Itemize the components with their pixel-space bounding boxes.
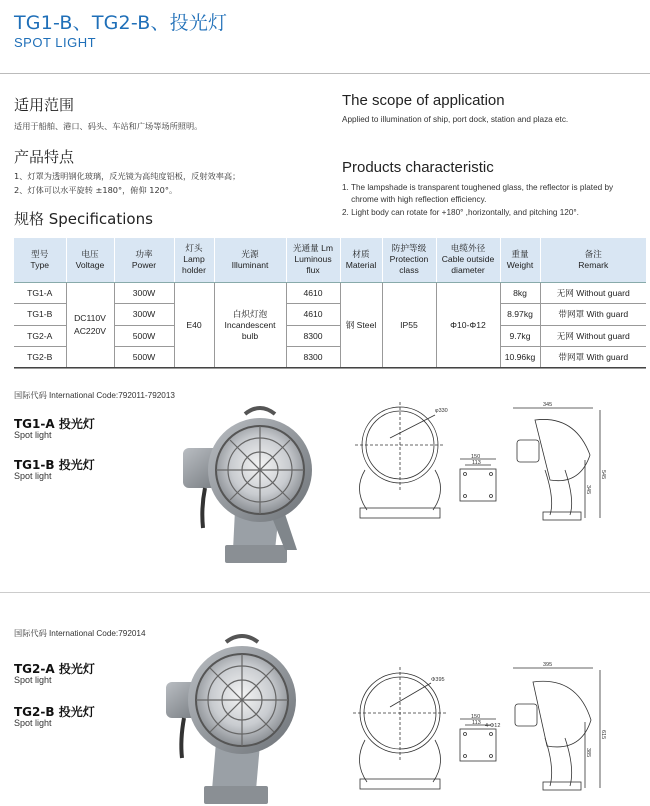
scope-heading-en: The scope of application	[342, 92, 505, 109]
cell-cable: Φ10-Φ12	[436, 282, 500, 368]
side-view-drawing-icon	[505, 400, 615, 530]
cell-power: 500W	[114, 325, 174, 347]
section2-model-a-sub: Spot light	[14, 675, 52, 685]
cell-type: TG2-B	[14, 347, 66, 369]
section1-model-b-sub: Spot light	[14, 471, 52, 481]
cell-flux: 4610	[286, 304, 340, 326]
section2-model-b: TG2-B 投光灯	[14, 705, 95, 719]
header-divider	[0, 73, 650, 74]
characteristics-item-cn: 1、灯罩为透明钢化玻璃，反光镜为高纯度铝板，反射效率高；	[14, 171, 241, 181]
cell-type: TG1-A	[14, 282, 66, 304]
section1-model-b: TG1-B 投光灯	[14, 458, 95, 472]
dim-diameter: Φ395	[431, 677, 445, 683]
cell-weight: 8.97kg	[500, 304, 540, 326]
col-protection: 防护等级 Protection class	[382, 238, 436, 282]
spec-table-header	[14, 238, 646, 282]
col-power: 功率 Power	[114, 238, 174, 282]
page-subtitle: SPOT LIGHT	[14, 35, 97, 50]
section1-model-a-sub: Spot light	[14, 430, 52, 440]
dim-width: 345	[543, 402, 553, 408]
dim-base-inner: 113	[472, 460, 481, 466]
cell-illuminant: 白炽灯泡 Incandescent bulb	[214, 282, 286, 368]
dim-height-base: 345	[585, 485, 591, 495]
dim-base-outer: 150	[471, 714, 481, 720]
col-remark: 备注 Remark	[540, 238, 646, 282]
page-title: TG1-B、TG2-B、投光灯	[14, 12, 228, 34]
spot-light-photo-icon	[160, 630, 310, 806]
section1-model-a: TG1-A 投光灯	[14, 417, 95, 431]
cell-power: 300W	[114, 304, 174, 326]
characteristics-item-en: 2. Light body can rotate for +180° ,horizontally, and pitching 120°.	[342, 208, 579, 217]
cell-weight: 8kg	[500, 282, 540, 304]
section-divider	[0, 592, 650, 593]
side-view-drawing-icon	[505, 660, 615, 800]
dim-holes: 4-Φ12	[485, 723, 501, 729]
cell-remark: 带网罩 With guard	[540, 347, 646, 369]
col-illuminant: 光源 Illuminant	[214, 238, 286, 282]
dim-base-inner: 113	[472, 720, 481, 726]
cell-flux: 8300	[286, 347, 340, 369]
characteristics-item-en: 1. The lampshade is transparent toughened glass, the reflector is plated by	[342, 183, 614, 192]
cell-protection: IP55	[382, 282, 436, 368]
section2-code: 国际代码 International Code:792014	[14, 629, 146, 638]
col-flux: 光通量 Lm Luminous flux	[286, 238, 340, 282]
cell-flux: 4610	[286, 282, 340, 304]
cell-voltage: DC110V AC220V	[66, 282, 114, 368]
front-view-drawing-icon	[345, 400, 465, 530]
base-plan-drawing-icon	[455, 455, 505, 505]
col-lamp-holder: 灯头 Lamp holder	[174, 238, 214, 282]
dim-width: 395	[543, 662, 553, 668]
specs-heading: 规格 Specifications	[14, 210, 153, 228]
cell-weight: 10.96kg	[500, 347, 540, 369]
table-bottom-rule	[14, 367, 646, 368]
base-plan-drawing-icon	[455, 715, 505, 765]
dim-diameter: φ330	[435, 408, 448, 414]
spec-table	[14, 238, 646, 369]
table-row	[14, 282, 646, 304]
cell-lamp-holder: E40	[174, 282, 214, 368]
cell-flux: 8300	[286, 325, 340, 347]
cell-power: 300W	[114, 282, 174, 304]
characteristics-item-cn: 2、灯体可以水平旋转 ±180°，俯仰 120°。	[14, 185, 178, 195]
cell-type: TG2-A	[14, 325, 66, 347]
col-cable: 电缆外径 Cable outside diameter	[436, 238, 500, 282]
characteristics-item-en: chrome with high reflection efficiency.	[342, 195, 487, 204]
dim-base-outer: 150	[471, 454, 481, 460]
col-material: 材质 Material	[340, 238, 382, 282]
cell-remark: 无网 Without guard	[540, 282, 646, 304]
characteristics-heading-en: Products characteristic	[342, 159, 494, 176]
cell-type: TG1-B	[14, 304, 66, 326]
section2-model-a: TG2-A 投光灯	[14, 662, 95, 676]
cell-power: 500W	[114, 347, 174, 369]
section1-code: 国际代码 International Code:792011-792013	[14, 391, 175, 400]
col-weight: 重量 Weight	[500, 238, 540, 282]
characteristics-heading-cn: 产品特点	[14, 148, 75, 166]
cell-weight: 9.7kg	[500, 325, 540, 347]
dim-height-base: 385	[585, 748, 591, 758]
dim-height-total: 615	[600, 730, 606, 740]
scope-heading-cn: 适用范围	[14, 96, 75, 114]
scope-text-cn: 适用于船舶、港口、码头、车站和广场等场所照明。	[14, 121, 203, 131]
section2-model-b-sub: Spot light	[14, 718, 52, 728]
col-type: 型号 Type	[14, 238, 66, 282]
col-voltage: 电压 Voltage	[66, 238, 114, 282]
cell-remark: 无网 Without guard	[540, 325, 646, 347]
cell-material: 钢 Steel	[340, 282, 382, 368]
cell-remark: 带网罩 With guard	[540, 304, 646, 326]
front-view-drawing-icon	[345, 665, 465, 800]
spot-light-photo-icon	[175, 400, 330, 570]
scope-text-en: Applied to illumination of ship, port dock, station and plaza etc.	[342, 115, 569, 124]
dim-height-total: 545	[600, 470, 606, 480]
